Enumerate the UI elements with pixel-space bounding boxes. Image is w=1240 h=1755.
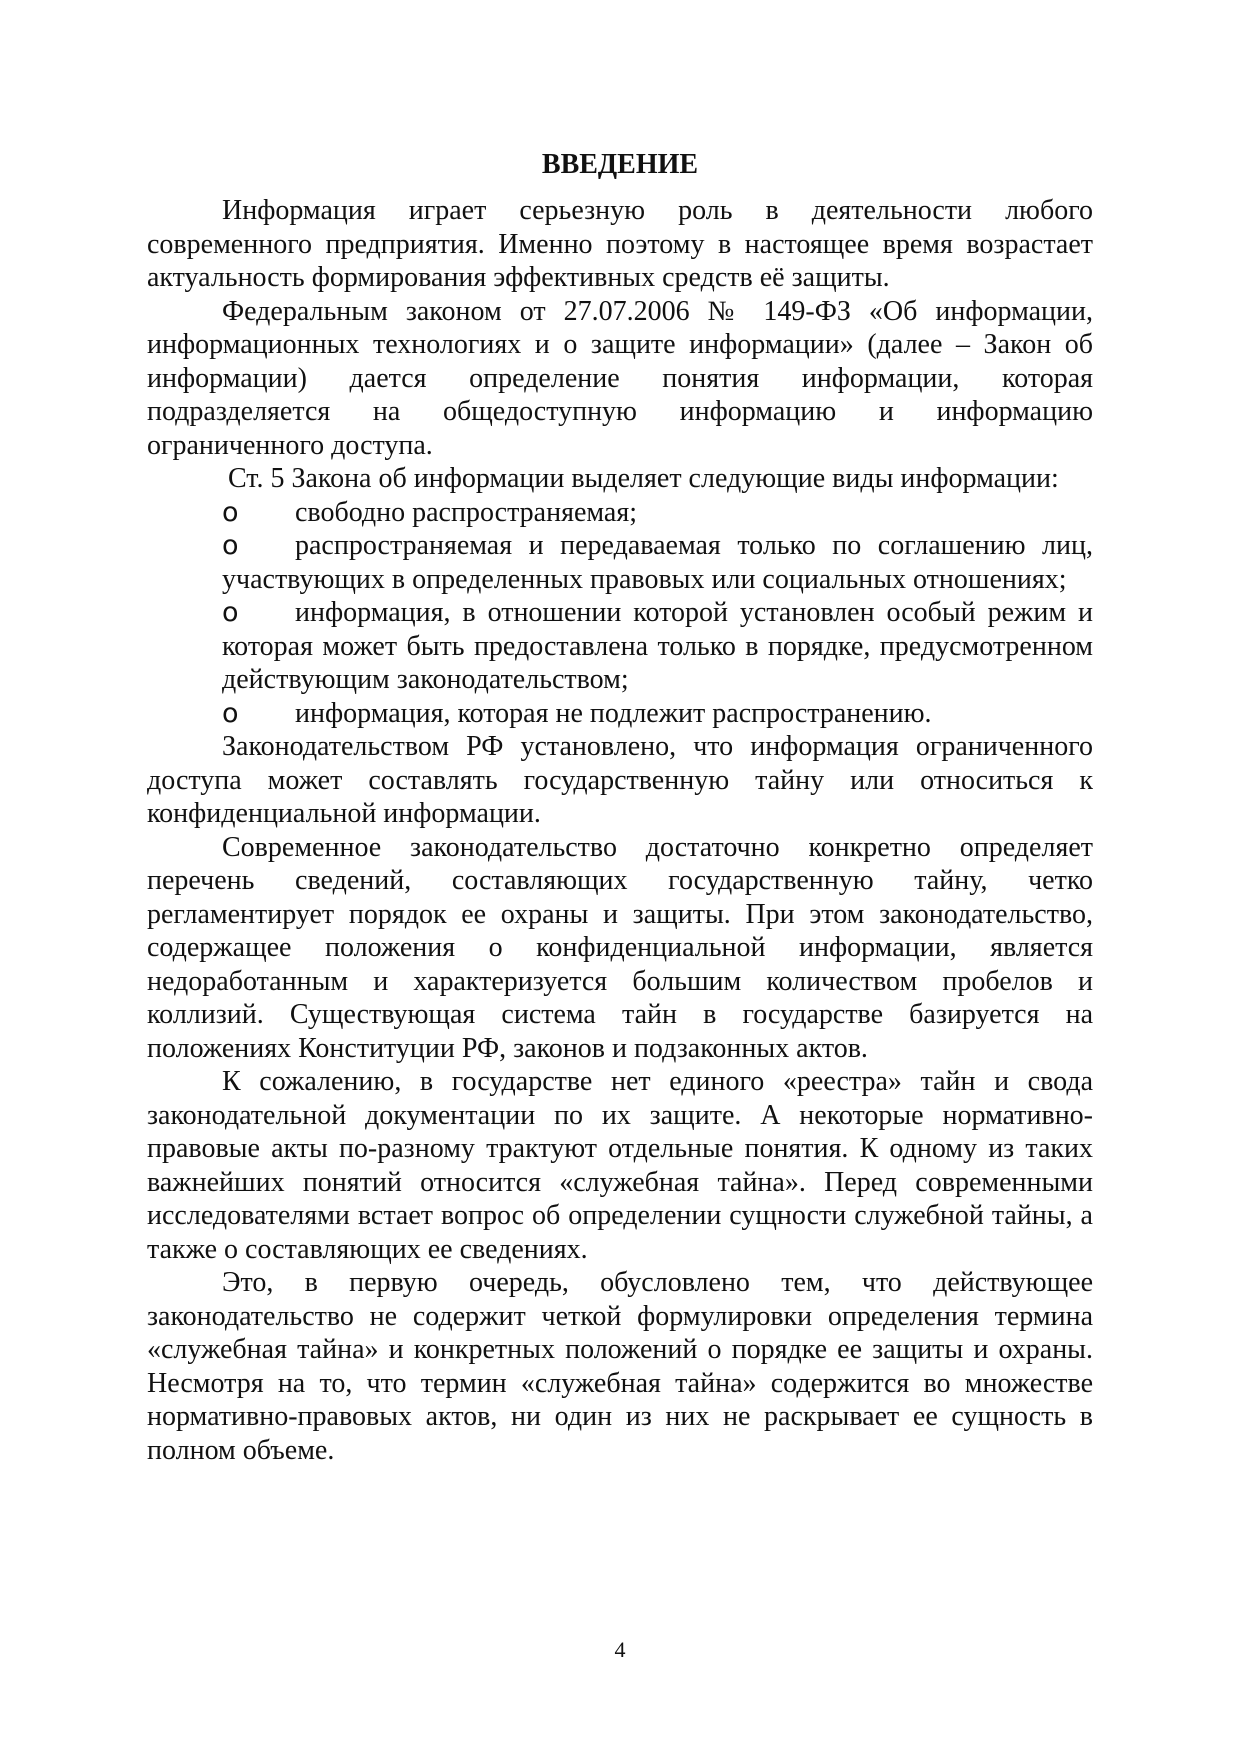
paragraph-main-3: К сожалению, в государстве нет единого «реестра» тайн и свода законодательной документации по их защите. А некоторые нормативно-правовые акты по-разному трактуют отдельные понятия. К одному из таких важнейших понятий относится «служебная тайна». Перед современными исследователями встает вопрос об определении сущности служебной тайны, а также о составляющих ее сведениях. [147, 1066, 1093, 1265]
bullet-marker: o [222, 496, 239, 528]
information-types-list [147, 496, 1093, 731]
paragraph-main-4: Это, в первую очередь, обусловлено тем, что действующее законодательство не содержит четкой формулировки определения термина «служебная тайна» и конкретных положений о порядке ее защиты и охраны. Несмотря на то, что термин «служебная тайна» содержится во множестве нормативно-правовых актов, ни один из них не раскрывает ее сущность в полном объеме. [147, 1267, 1093, 1466]
bullet-marker: o [222, 697, 239, 729]
list-item-text: информация, которая не подлежит распространению. [295, 697, 932, 729]
list-item-text: информация, в отношении которой установлен особый режим и которая может быть предоставлена только в порядке, предусмотренном действующим законодательством; [222, 597, 1093, 695]
page-title: ВВЕДЕНИЕ [541, 149, 699, 180]
paragraph-intro-2: Федеральным законом от 27.07.2006 № 149-ФЗ «Об информации, информационных технологиях и о защите информации» (далее – Закон об информации) дается определение понятия информации, которая подразделяется на общедоступную информацию и информацию ограниченного доступа. [147, 295, 1093, 461]
page-number: 4 [614, 1637, 626, 1662]
bullet-marker: o [222, 530, 239, 561]
paragraph-intro-1: Информация играет серьезную роль в деятельности любого современного предприятия. Именно поэтому в настоящее время возрастает актуальность формирования эффективных средств её защиты. [147, 195, 1093, 293]
list-item-text: свободно распространяемая; [295, 496, 638, 528]
bullet-marker: o [222, 597, 239, 628]
paragraph-main-1: Законодательством РФ установлено, что информация ограниченного доступа может составлять государственную тайну или относиться к конфиденциальной информации. [147, 731, 1093, 829]
paragraph-main-2: Современное законодательство достаточно конкретно определяет перечень сведений, составляющих государственную тайну, четко регламентирует порядок ее охраны и защиты. При этом законодательство, содержащее положения о конфиденциальной информации, является недоработанным и характеризуется большим количеством пробелов и коллизий. Существующая система тайн в государстве базируется на положениях Конституции РФ, законов и подзаконных актов. [147, 831, 1093, 1064]
paragraph-intro-3: Ст. 5 Закона об информации выделяет следующие виды информации: [228, 463, 1059, 494]
list-item [222, 596, 1093, 697]
list-item [222, 697, 1093, 731]
list-item [222, 496, 1093, 530]
list-item [222, 529, 1093, 596]
page-content [147, 148, 1093, 1467]
list-item-text: распространяемая и передаваемая только по соглашению лиц, участвующих в определенных правовых или социальных отношениях; [222, 530, 1093, 595]
